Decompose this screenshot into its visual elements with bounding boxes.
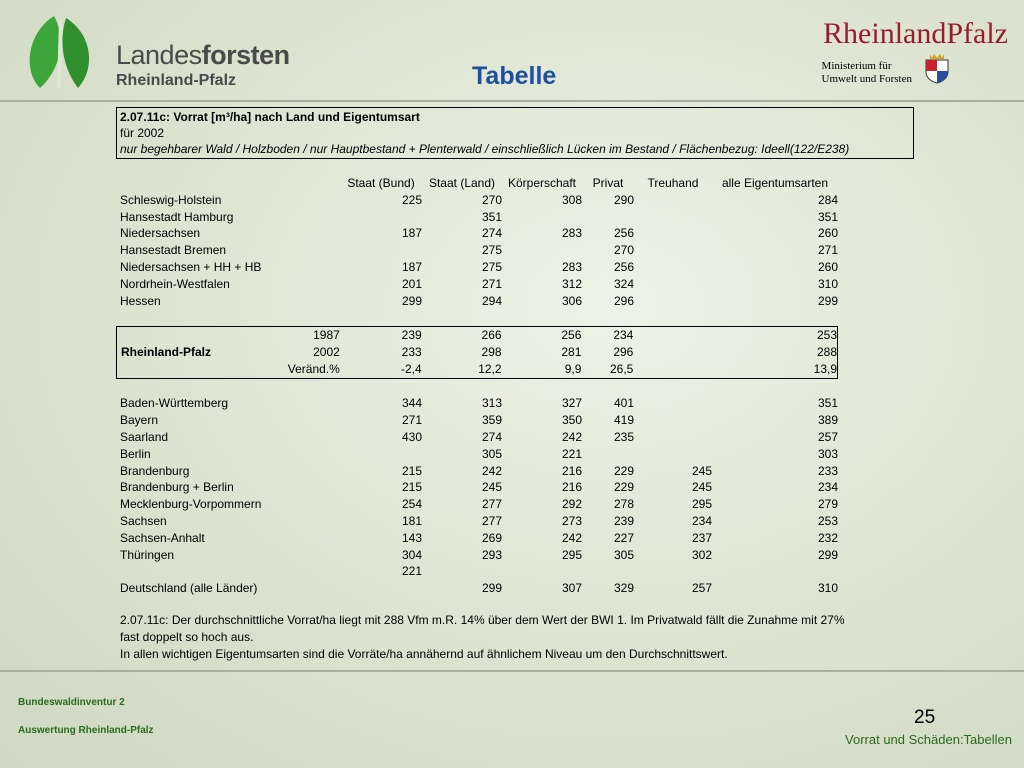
value-cell: 266 <box>481 328 502 343</box>
column-header: alle Eigentumsarten <box>721 176 829 190</box>
value-cell: 215 <box>401 463 422 478</box>
value-cell: 274 <box>481 226 502 241</box>
value-cell: 305 <box>613 547 634 562</box>
value-cell: 324 <box>613 276 634 291</box>
value-cell: 270 <box>481 192 502 207</box>
value-cell: 299 <box>401 293 422 308</box>
value-cell <box>634 225 712 242</box>
value-cell: 329 <box>613 581 634 596</box>
row-label: Hansestadt Hamburg <box>120 209 234 224</box>
value-cell: 312 <box>561 276 582 291</box>
value-cell: 239 <box>401 328 422 343</box>
value-cell: 245 <box>691 480 712 495</box>
value-cell: 256 <box>561 328 582 343</box>
row-label: Brandenburg + Berlin <box>120 480 234 495</box>
table-row <box>116 276 838 293</box>
value-cell <box>634 412 712 429</box>
value-cell: 216 <box>561 480 582 495</box>
row-sub <box>310 192 340 209</box>
value-cell <box>634 192 712 209</box>
row-sub <box>310 293 340 310</box>
spacer-row <box>116 379 838 396</box>
value-cell: 294 <box>481 293 502 308</box>
value-cell: 229 <box>613 480 634 495</box>
coat-of-arms-icon <box>924 54 950 84</box>
row-sub <box>310 530 340 547</box>
rlp-label <box>117 327 284 344</box>
value-cell: 235 <box>613 429 634 444</box>
footer-label-auswertung: Auswertung Rheinland-Pfalz <box>18 725 154 736</box>
value-cell: 278 <box>613 497 634 512</box>
row-sub <box>310 580 340 597</box>
table-row <box>116 513 838 530</box>
rlp-sub-label: Veränd.% <box>287 361 340 376</box>
value-cell <box>502 563 582 580</box>
value-cell: 277 <box>481 497 502 512</box>
column-header: Staat (Bund) <box>347 176 415 190</box>
value-cell <box>340 446 422 463</box>
value-cell: 187 <box>401 259 422 274</box>
value-cell: 216 <box>561 463 582 478</box>
value-cell <box>634 429 712 446</box>
summary-text <box>120 612 910 663</box>
value-cell: 187 <box>401 226 422 241</box>
rlp-wordmark: RheinlandPfalz <box>823 17 1008 50</box>
table-row <box>116 429 838 446</box>
row-sub <box>310 563 340 580</box>
value-cell: 245 <box>691 463 712 478</box>
landesforsten-logo <box>14 12 290 92</box>
row-label: Brandenburg <box>120 463 190 478</box>
value-cell <box>340 209 422 226</box>
footer-divider <box>0 670 1024 672</box>
value-cell: 288 <box>816 344 837 359</box>
row-label: Mecklenburg-Vorpommern <box>120 497 262 512</box>
value-cell: 275 <box>481 259 502 274</box>
rlp-row <box>117 361 838 378</box>
value-cell: 12,2 <box>478 361 502 376</box>
logo-name: Landesforsten <box>116 40 290 70</box>
value-cell <box>502 242 582 259</box>
row-label: Berlin <box>120 446 151 461</box>
value-cell: 239 <box>613 513 634 528</box>
value-cell: 401 <box>613 396 634 411</box>
value-cell: 254 <box>401 497 422 512</box>
value-cell: 260 <box>817 226 838 241</box>
value-cell: 299 <box>817 547 838 562</box>
value-cell: 284 <box>817 192 838 207</box>
table-row <box>116 395 838 412</box>
value-cell: 253 <box>816 328 837 343</box>
value-cell: 271 <box>401 413 422 428</box>
value-cell: 257 <box>817 429 838 444</box>
value-cell: 295 <box>691 497 712 512</box>
row-label: Schleswig-Holstein <box>120 192 222 207</box>
value-cell: 299 <box>817 293 838 308</box>
summary-line: In allen wichtigen Eigentumsarten sind die Vorräte/ha annähernd auf ähnlichem Niveau um den Durchschnittswert. <box>120 647 728 661</box>
row-sub <box>310 259 340 276</box>
rlp-block <box>116 326 838 378</box>
value-cell: 290 <box>613 192 634 207</box>
spacer-row <box>116 309 838 326</box>
value-cell <box>634 209 712 226</box>
value-cell: 344 <box>401 396 422 411</box>
value-cell: 225 <box>401 192 422 207</box>
table-title: 2.07.11c: Vorrat [m³/ha] nach Land und Eigentumsart <box>120 110 420 124</box>
value-cell: 307 <box>561 581 582 596</box>
value-cell: 245 <box>481 480 502 495</box>
value-cell: 304 <box>401 547 422 562</box>
value-cell <box>633 361 711 378</box>
value-cell: 232 <box>817 530 838 545</box>
summary-line: 2.07.11c: Der durchschnittliche Vorrat/ha liegt mit 288 Vfm m.R. 14% über dem Wert der BWI 1. Im Privatwald fällt die Zunahme mit 27% <box>120 613 845 627</box>
value-cell: 313 <box>481 396 502 411</box>
value-cell: 271 <box>817 243 838 258</box>
value-cell: 308 <box>561 192 582 207</box>
summary-line: fast doppelt so hoch aus. <box>120 630 254 644</box>
row-sub <box>310 479 340 496</box>
value-cell: 296 <box>613 293 634 308</box>
value-cell <box>582 446 634 463</box>
column-header: Privat <box>592 176 624 190</box>
row-label: Hansestadt Bremen <box>120 243 227 258</box>
table-row <box>116 530 838 547</box>
value-cell: 305 <box>481 446 502 461</box>
row-sub <box>310 225 340 242</box>
rheinland-pfalz-box <box>116 326 838 378</box>
page-title: Tabelle <box>472 62 557 90</box>
value-cell: 260 <box>817 259 838 274</box>
ministry-label: Ministerium für Umwelt und Forsten <box>821 60 912 85</box>
value-cell: 303 <box>817 446 838 461</box>
value-cell: 327 <box>561 396 582 411</box>
table-row <box>116 563 838 580</box>
table-row <box>116 293 838 310</box>
value-cell: 26,5 <box>609 361 634 376</box>
rlp-row <box>117 327 838 344</box>
rlp-sub-label: 2002 <box>313 344 340 359</box>
table-header-row <box>116 175 838 192</box>
value-cell <box>340 242 422 259</box>
value-cell <box>502 209 582 226</box>
value-cell: 274 <box>481 429 502 444</box>
table-row <box>116 209 838 226</box>
value-cell <box>582 209 634 226</box>
value-cell: 283 <box>561 259 582 274</box>
table-area <box>116 107 916 597</box>
value-cell: 234 <box>613 328 634 343</box>
row-label: Nordrhein-Westfalen <box>120 276 230 291</box>
value-cell: 351 <box>481 209 502 224</box>
table-row <box>116 242 838 259</box>
value-cell <box>634 446 712 463</box>
value-cell: 242 <box>561 530 582 545</box>
row-sub <box>310 463 340 480</box>
value-cell <box>634 242 712 259</box>
value-cell: 253 <box>817 513 838 528</box>
row-sub <box>310 276 340 293</box>
value-cell <box>422 563 502 580</box>
value-cell: 181 <box>401 513 422 528</box>
value-cell <box>634 293 712 310</box>
rheinland-pfalz-logo <box>808 18 1008 88</box>
value-cell: 221 <box>561 446 582 461</box>
table-row <box>116 259 838 276</box>
value-cell: 234 <box>691 513 712 528</box>
value-cell <box>582 563 634 580</box>
table-row <box>116 496 838 513</box>
value-cell: 419 <box>613 413 634 428</box>
value-cell: 359 <box>481 413 502 428</box>
value-cell: 242 <box>481 463 502 478</box>
value-cell: 273 <box>561 513 582 528</box>
value-cell: 269 <box>481 530 502 545</box>
tree-leaf-icon <box>14 12 104 92</box>
value-cell: 143 <box>401 530 422 545</box>
value-cell <box>633 344 711 361</box>
value-cell: 234 <box>817 480 838 495</box>
value-cell: 296 <box>613 344 634 359</box>
value-cell: 242 <box>561 429 582 444</box>
column-header: Staat (Land) <box>428 176 496 190</box>
value-cell: 201 <box>401 276 422 291</box>
value-cell <box>712 563 838 580</box>
header-divider <box>0 100 1024 102</box>
value-cell: 256 <box>613 259 634 274</box>
value-cell: 298 <box>481 344 502 359</box>
table-row <box>116 547 838 564</box>
rlp-label: Rheinland-Pfalz <box>121 344 212 359</box>
value-cell <box>634 259 712 276</box>
value-cell: 233 <box>401 344 422 359</box>
value-cell: 9,9 <box>564 361 582 376</box>
row-label: Deutschland (alle Länder) <box>120 581 258 596</box>
value-cell: 233 <box>817 463 838 478</box>
table-note: nur begehbarer Wald / Holzboden / nur Hauptbestand + Plenterwald / einschließlich Lücken im Bestand / Flächenbezug: Ideell(122/E238) <box>120 142 850 156</box>
value-cell <box>633 327 711 344</box>
logo-subtitle: Rheinland-Pfalz <box>116 72 237 89</box>
row-label: Saarland <box>120 429 169 444</box>
row-sub <box>310 547 340 564</box>
value-cell: 299 <box>481 581 502 596</box>
value-cell: 256 <box>613 226 634 241</box>
row-sub <box>310 496 340 513</box>
column-header: Treuhand <box>647 176 699 190</box>
vorrat-table <box>116 175 838 597</box>
row-label: Sachsen-Anhalt <box>120 530 205 545</box>
value-cell: 310 <box>817 276 838 291</box>
header-spacer <box>116 175 310 192</box>
value-cell: 292 <box>561 497 582 512</box>
value-cell: 271 <box>481 276 502 291</box>
value-cell: 389 <box>817 413 838 428</box>
row-sub <box>310 429 340 446</box>
value-cell: 270 <box>613 243 634 258</box>
value-cell: 283 <box>561 226 582 241</box>
row-sub <box>310 513 340 530</box>
table-row <box>116 225 838 242</box>
row-label: Bayern <box>120 413 159 428</box>
row-label: Hessen <box>120 293 161 308</box>
table-caption-box <box>116 107 914 159</box>
row-label <box>116 563 310 580</box>
rlp-sub-label: 1987 <box>313 328 340 343</box>
row-sub <box>310 446 340 463</box>
value-cell: 237 <box>691 530 712 545</box>
value-cell <box>634 563 712 580</box>
table-row <box>116 192 838 209</box>
value-cell: 229 <box>613 463 634 478</box>
value-cell: 279 <box>817 497 838 512</box>
table-row <box>116 446 838 463</box>
rlp-label <box>117 361 284 378</box>
header-spacer <box>310 175 340 192</box>
rlp-row <box>117 344 838 361</box>
value-cell: 227 <box>613 530 634 545</box>
row-label: Niedersachsen <box>120 226 201 241</box>
value-cell: 293 <box>481 547 502 562</box>
column-header: Körperschaft <box>507 176 577 190</box>
value-cell: 302 <box>691 547 712 562</box>
value-cell: 221 <box>401 564 422 579</box>
value-cell: 281 <box>561 344 582 359</box>
row-sub <box>310 242 340 259</box>
value-cell: 306 <box>561 293 582 308</box>
row-label: Niedersachsen + HH + HB <box>120 259 262 274</box>
table-row <box>116 463 838 480</box>
value-cell: 215 <box>401 480 422 495</box>
row-sub <box>310 209 340 226</box>
table-row <box>116 580 838 597</box>
row-label: Sachsen <box>120 513 167 528</box>
value-cell: 13,9 <box>813 361 837 376</box>
slide-header <box>0 0 1024 100</box>
value-cell <box>634 276 712 293</box>
value-cell: 351 <box>817 209 838 224</box>
value-cell: 277 <box>481 513 502 528</box>
value-cell: 275 <box>481 243 502 258</box>
table-row <box>116 479 838 496</box>
table-row <box>116 412 838 429</box>
row-label: Baden-Württemberg <box>120 396 229 411</box>
section-label: Vorrat und Schäden:Tabellen <box>845 732 1012 747</box>
value-cell: 350 <box>561 413 582 428</box>
value-cell: 310 <box>817 581 838 596</box>
footer-label-bwi: Bundeswaldinventur 2 <box>18 697 125 708</box>
table-year: für 2002 <box>120 126 165 140</box>
row-label: Thüringen <box>120 547 175 562</box>
row-sub <box>310 412 340 429</box>
value-cell <box>634 395 712 412</box>
page-number: 25 <box>914 707 936 728</box>
value-cell: 295 <box>561 547 582 562</box>
value-cell: 351 <box>817 396 838 411</box>
value-cell: -2,4 <box>400 361 422 376</box>
value-cell: 257 <box>691 581 712 596</box>
value-cell: 430 <box>401 429 422 444</box>
value-cell <box>340 580 422 597</box>
row-sub <box>310 395 340 412</box>
